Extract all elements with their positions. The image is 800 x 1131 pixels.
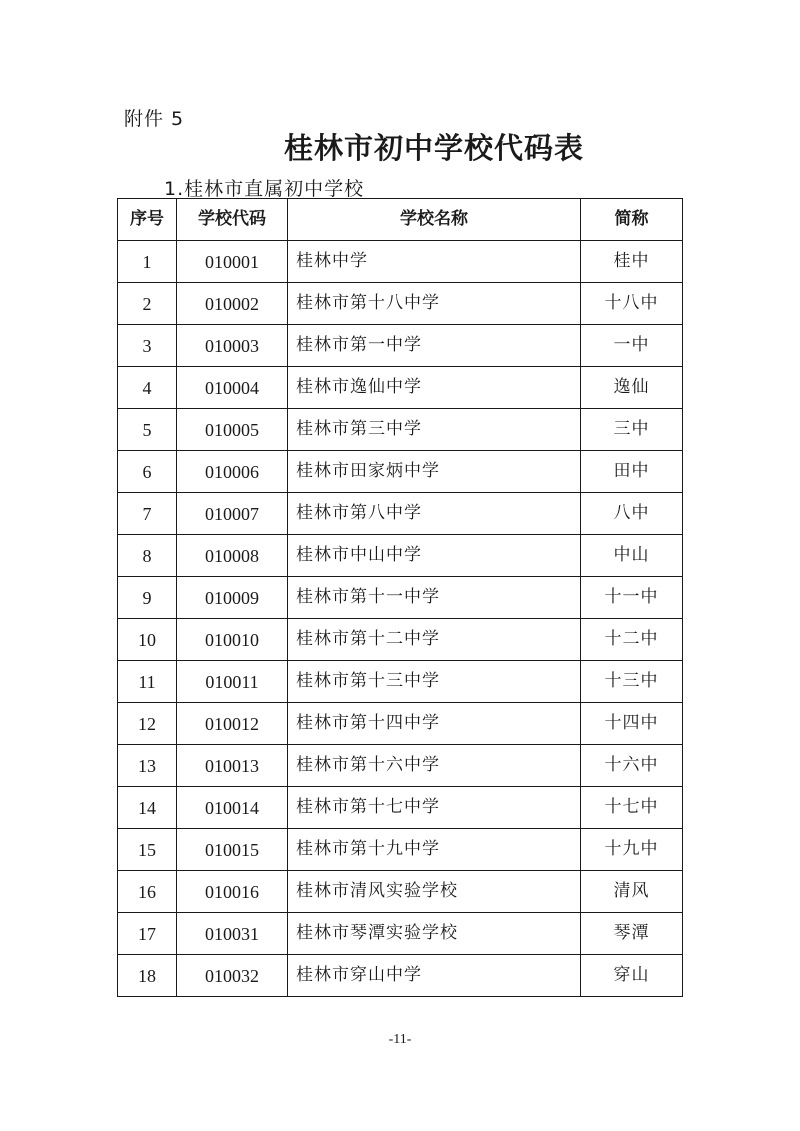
abbr-cell: 一中 xyxy=(581,325,683,367)
seq-cell: 4 xyxy=(118,367,177,409)
seq-cell: 10 xyxy=(118,619,177,661)
name-cell: 桂林市田家炳中学 xyxy=(288,451,581,493)
abbr-cell: 三中 xyxy=(581,409,683,451)
page-title: 桂林市初中学校代码表 xyxy=(283,131,584,165)
table-row xyxy=(118,409,683,451)
seq-cell: 5 xyxy=(118,409,177,451)
table-row xyxy=(118,661,683,703)
code-cell: 010001 xyxy=(177,241,288,283)
table-row xyxy=(118,577,683,619)
table-row xyxy=(118,283,683,325)
header-name: 学校名称 xyxy=(288,199,581,241)
abbr-cell: 十三中 xyxy=(581,661,683,703)
table-row xyxy=(118,367,683,409)
table-header-row xyxy=(118,199,683,241)
table-row xyxy=(118,787,683,829)
abbr-cell: 十二中 xyxy=(581,619,683,661)
name-cell: 桂林市第十四中学 xyxy=(288,703,581,745)
table-body xyxy=(118,241,683,997)
abbr-cell: 十八中 xyxy=(581,283,683,325)
abbr-cell: 琴潭 xyxy=(581,913,683,955)
abbr-cell: 十七中 xyxy=(581,787,683,829)
code-cell: 010015 xyxy=(177,829,288,871)
code-cell: 010007 xyxy=(177,493,288,535)
code-cell: 010003 xyxy=(177,325,288,367)
code-cell: 010011 xyxy=(177,661,288,703)
abbr-cell: 桂中 xyxy=(581,241,683,283)
table-row xyxy=(118,241,683,283)
attachment-label: 附件 5 xyxy=(124,108,185,130)
seq-cell: 13 xyxy=(118,745,177,787)
name-cell: 桂林市第一中学 xyxy=(288,325,581,367)
seq-cell: 9 xyxy=(118,577,177,619)
header-seq: 序号 xyxy=(118,199,177,241)
abbr-cell: 十一中 xyxy=(581,577,683,619)
code-cell: 010013 xyxy=(177,745,288,787)
code-cell: 010008 xyxy=(177,535,288,577)
abbr-cell: 十六中 xyxy=(581,745,683,787)
name-cell: 桂林市琴潭实验学校 xyxy=(288,913,581,955)
abbr-cell: 十四中 xyxy=(581,703,683,745)
name-cell: 桂林市清风实验学校 xyxy=(288,871,581,913)
table-row xyxy=(118,745,683,787)
seq-cell: 1 xyxy=(118,241,177,283)
seq-cell: 3 xyxy=(118,325,177,367)
name-cell: 桂林市第十八中学 xyxy=(288,283,581,325)
name-cell: 桂林市第十一中学 xyxy=(288,577,581,619)
code-cell: 010009 xyxy=(177,577,288,619)
seq-cell: 16 xyxy=(118,871,177,913)
table-row xyxy=(118,493,683,535)
seq-cell: 15 xyxy=(118,829,177,871)
code-cell: 010031 xyxy=(177,913,288,955)
code-cell: 010006 xyxy=(177,451,288,493)
name-cell: 桂林市第十九中学 xyxy=(288,829,581,871)
table-row xyxy=(118,955,683,997)
seq-cell: 2 xyxy=(118,283,177,325)
name-cell: 桂林市逸仙中学 xyxy=(288,367,581,409)
code-cell: 010032 xyxy=(177,955,288,997)
code-cell: 010010 xyxy=(177,619,288,661)
seq-cell: 6 xyxy=(118,451,177,493)
code-cell: 010016 xyxy=(177,871,288,913)
name-cell: 桂林市穿山中学 xyxy=(288,955,581,997)
abbr-cell: 田中 xyxy=(581,451,683,493)
code-cell: 010012 xyxy=(177,703,288,745)
name-cell: 桂林市第八中学 xyxy=(288,493,581,535)
seq-cell: 14 xyxy=(118,787,177,829)
table-row xyxy=(118,325,683,367)
table-row xyxy=(118,451,683,493)
table-row xyxy=(118,535,683,577)
code-cell: 010002 xyxy=(177,283,288,325)
seq-cell: 17 xyxy=(118,913,177,955)
seq-cell: 18 xyxy=(118,955,177,997)
table-row xyxy=(118,871,683,913)
abbr-cell: 十九中 xyxy=(581,829,683,871)
seq-cell: 8 xyxy=(118,535,177,577)
table-row xyxy=(118,913,683,955)
code-cell: 010004 xyxy=(177,367,288,409)
abbr-cell: 穿山 xyxy=(581,955,683,997)
abbr-cell: 逸仙 xyxy=(581,367,683,409)
seq-cell: 11 xyxy=(118,661,177,703)
name-cell: 桂林市第三中学 xyxy=(288,409,581,451)
abbr-cell: 清风 xyxy=(581,871,683,913)
seq-cell: 12 xyxy=(118,703,177,745)
name-cell: 桂林市第十二中学 xyxy=(288,619,581,661)
code-cell: 010005 xyxy=(177,409,288,451)
school-code-table xyxy=(117,198,683,997)
seq-cell: 7 xyxy=(118,493,177,535)
code-cell: 010014 xyxy=(177,787,288,829)
header-code: 学校代码 xyxy=(177,199,288,241)
name-cell: 桂林市第十七中学 xyxy=(288,787,581,829)
header-abbr: 简称 xyxy=(581,199,683,241)
abbr-cell: 中山 xyxy=(581,535,683,577)
name-cell: 桂林市中山中学 xyxy=(288,535,581,577)
section-title: 1.桂林市直属初中学校 xyxy=(164,178,365,200)
name-cell: 桂林中学 xyxy=(288,241,581,283)
page-number: -11- xyxy=(388,1032,412,1047)
table-row xyxy=(118,829,683,871)
name-cell: 桂林市第十六中学 xyxy=(288,745,581,787)
table-row xyxy=(118,703,683,745)
table-row xyxy=(118,619,683,661)
abbr-cell: 八中 xyxy=(581,493,683,535)
name-cell: 桂林市第十三中学 xyxy=(288,661,581,703)
